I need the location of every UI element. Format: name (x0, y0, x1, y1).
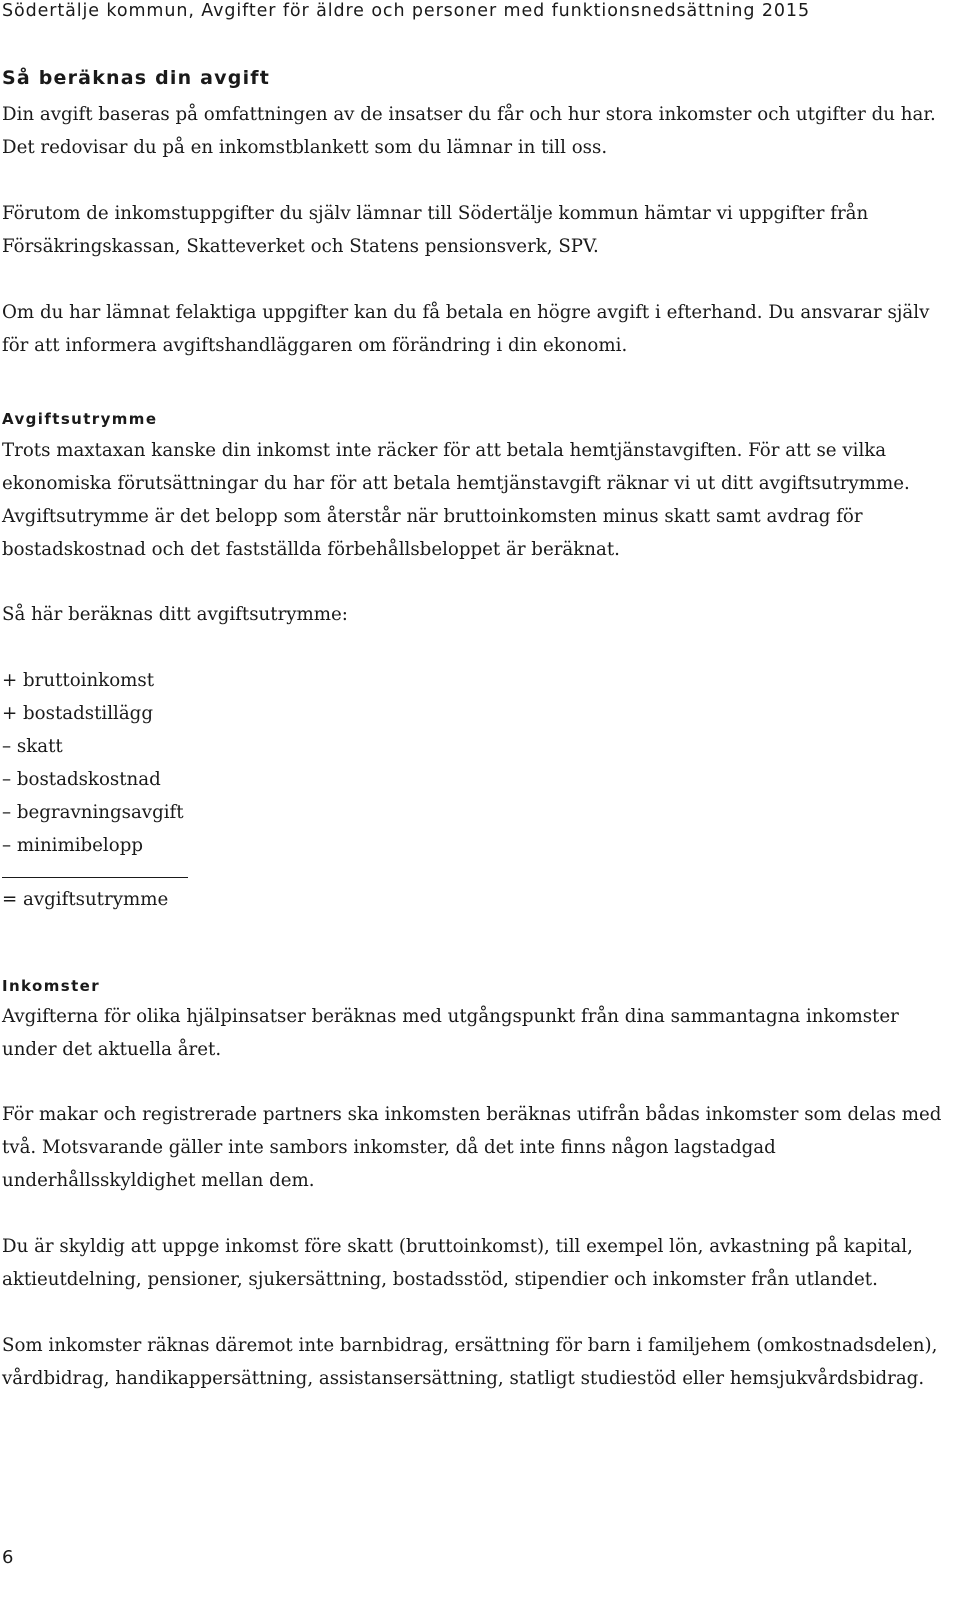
calc-line: + bruttoinkomst (2, 670, 155, 691)
calc-line: + bostadstillägg (2, 703, 153, 724)
calculation-intro: Så här beräknas ditt avgiftsutrymme: (2, 604, 348, 625)
page-number: 6 (2, 1547, 14, 1568)
calc-line: – bostadskostnad (2, 769, 161, 790)
paragraph-berakning-2: Förutom de inkomstuppgifter du själv lämnar till Södertälje kommun hämtar vi uppgifter från Försäkringskassan, Skatteverket och Statens pensionsverk, SPV. (2, 203, 869, 257)
section-heading-berakning: Så beräknas din avgift (2, 67, 271, 89)
paragraph-inkomster-2: För makar och registrerade partners ska inkomsten beräknas utifrån bådas inkomster som delas med två. Motsvarande gäller inte sambors inkomster, då det inte finns någon lagstadgad underhållsskyldighet mellan dem. (2, 1104, 942, 1191)
calc-result: = avgiftsutrymme (2, 889, 169, 910)
paragraph-inkomster-4: Som inkomster räknas däremot inte barnbidrag, ersättning för barn i familjehem (omkostnadsdelen), vårdbidrag, handikappersättning, assistansersättning, statligt studiestöd eller hemsjukvårdsbidrag. (2, 1335, 938, 1389)
calc-line: – begravningsavgift (2, 802, 184, 823)
paragraph-berakning-3: Om du har lämnat felaktiga uppgifter kan du få betala en högre avgift i efterhand. Du ansvarar själv för att informera avgiftshandläggaren om förändring i din ekonomi. (2, 302, 930, 356)
section-heading-avgiftsutrymme: Avgiftsutrymme (2, 410, 158, 428)
calc-line: – minimibelopp (2, 835, 143, 856)
sum-rule (2, 877, 188, 878)
document-header: Södertälje kommun, Avgifter för äldre och personer med funktionsnedsättning 2015 (2, 1, 810, 21)
paragraph-inkomster-3: Du är skyldig att uppge inkomst före skatt (bruttoinkomst), till exempel lön, avkastning på kapital, aktieutdelning, pensioner, sjukersättning, bostadsstöd, stipendier och inkomster från utlandet. (2, 1236, 913, 1290)
section-heading-inkomster: Inkomster (2, 977, 101, 995)
paragraph-inkomster-1: Avgifterna för olika hjälpinsatser beräknas med utgångspunkt från dina sammantagna inkomster under det aktuella året. (2, 1006, 899, 1060)
paragraph-avgiftsutrymme: Trots maxtaxan kanske din inkomst inte räcker för att betala hemtjänstavgiften. För att se vilka ekonomiska förutsättningar du har för att betala hemtjänstavgift räknar vi ut ditt avgiftsutrymme. Avgiftsutrymme är det belopp som återstår när bruttoinkomsten minus skatt samt avdrag för bostadskostnad och det fastställda förbehållsbeloppet är beräknat. (2, 440, 910, 560)
calc-line: – skatt (2, 736, 63, 757)
paragraph-berakning-1: Din avgift baseras på omfattningen av de insatser du får och hur stora inkomster och utgifter du har. Det redovisar du på en inkomstblankett som du lämnar in till oss. (2, 104, 936, 158)
